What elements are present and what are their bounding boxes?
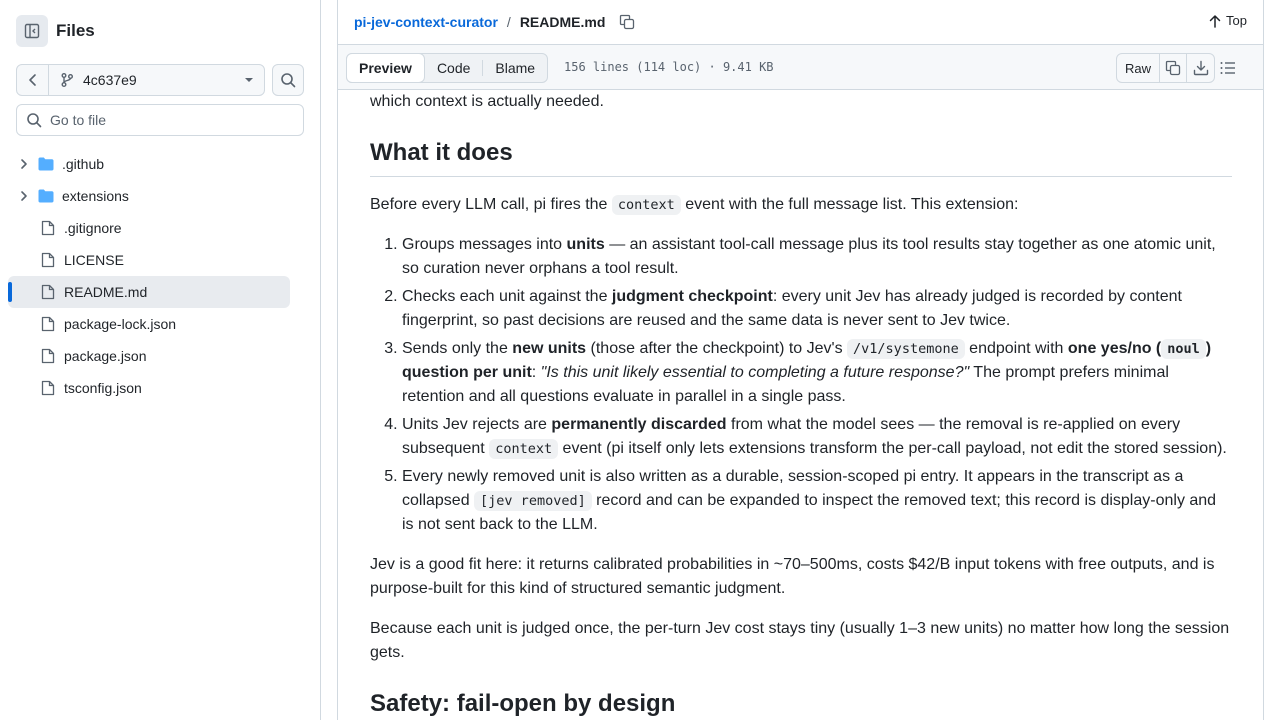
bold-text: one yes/no ( [1067, 340, 1162, 357]
sidebar-title: Files [56, 21, 95, 40]
chevron-right-icon[interactable] [16, 158, 32, 170]
text: event (pi itself only lets extensions transform the per-call payload, not edit the stored session). [558, 440, 1227, 457]
sidebar-header [16, 15, 95, 47]
inline-code: [jev removed] [474, 491, 592, 511]
sidebar-collapse-icon [24, 23, 40, 39]
bold-text: ) question per unit [402, 340, 1212, 381]
go-to-file-input[interactable] [50, 112, 290, 128]
branch-select[interactable] [49, 65, 264, 95]
text: Checks each unit against the [402, 288, 612, 305]
tree-item-package-json[interactable] [8, 340, 290, 372]
arrow-up-icon [1209, 14, 1221, 28]
copy-path-button[interactable] [619, 14, 635, 30]
text: : [531, 364, 541, 381]
heading-what-it-does-block [370, 138, 1232, 177]
search-icon [26, 112, 42, 128]
text: Before every LLM call, pi fires the [370, 196, 612, 213]
tree-item-label: package-lock.json [64, 316, 177, 332]
text: record and can be expanded to inspect the removed text; this record is display-only and is not sent back to the LLM. [402, 492, 1217, 533]
text: event with the full message list. This extension: [680, 196, 1019, 213]
copy-raw-button[interactable] [1160, 54, 1187, 82]
tree-item-package-lock[interactable] [8, 308, 290, 340]
tree-item-extensions[interactable] [8, 180, 290, 212]
file-icon [40, 380, 56, 396]
back-to-top-link[interactable] [1209, 13, 1247, 28]
text: Sends only the [402, 340, 513, 357]
cost-paragraph: Because each unit is judged once, the per-turn Jev cost stays tiny (usually 1–3 new units) no matter how long the session gets. [370, 620, 1230, 661]
tree-item-label: README.md [64, 284, 148, 300]
tree-item-github[interactable] [8, 148, 290, 180]
file-icon [40, 348, 56, 364]
list-unordered-icon [1220, 61, 1236, 75]
breadcrumb [354, 0, 635, 44]
file-icon [40, 252, 56, 268]
tree-item-tsconfig[interactable] [8, 372, 290, 404]
breadcrumb-file: README.md [519, 14, 606, 30]
file-toolbar [338, 44, 1263, 90]
inline-code: noul [1161, 339, 1206, 359]
tree-item-readme[interactable] [8, 276, 290, 308]
text: Groups messages into [402, 236, 567, 253]
branch-group [16, 64, 265, 96]
context-event-paragraph [370, 193, 1232, 217]
inline-code: /v1/systemone [847, 339, 965, 359]
text: : every unit Jev has already judged is recorded by content fingerprint, so past decisions are reused and the same data is never sent to Jev twice. [402, 288, 1182, 329]
chevron-left-icon [25, 72, 41, 88]
go-to-file-field[interactable] [16, 104, 304, 136]
list-item [402, 337, 1232, 409]
file-meta: 156 lines (114 loc) · 9.41 KB [564, 60, 774, 74]
copy-icon [619, 14, 635, 30]
list-item [402, 465, 1232, 537]
text: — an assistant tool-call message plus its tool results stay together as one atomic unit, so curation never orphans a tool result. [402, 236, 1216, 277]
collapse-sidebar-button[interactable] [16, 15, 48, 47]
folder-icon [38, 157, 54, 171]
bold-text: judgment checkpoint [611, 288, 773, 305]
italic-text: "Is this unit likely essential to completing a future response?" [540, 364, 970, 381]
file-view [337, 0, 1264, 720]
file-actions [1116, 53, 1215, 83]
text: from what the model sees — the removal is re-applied on every subsequent [402, 416, 1181, 457]
download-button[interactable] [1187, 54, 1214, 82]
text: Units Jev rejects are [402, 416, 552, 433]
list-item [402, 233, 1232, 281]
tab-preview[interactable]: Preview [346, 53, 425, 83]
folder-icon [38, 189, 54, 203]
bold-text: units [566, 236, 605, 253]
download-icon [1193, 60, 1209, 76]
tab-blame[interactable]: Blame [495, 60, 536, 76]
tree-item-license[interactable] [8, 244, 290, 276]
top-label: Top [1226, 13, 1247, 28]
file-icon [40, 316, 56, 332]
tree-item-label: .gitignore [64, 220, 122, 236]
selection-indicator [8, 282, 12, 302]
tree-item-gitignore[interactable] [8, 212, 290, 244]
file-tree-sidebar [0, 0, 321, 720]
chevron-right-icon[interactable] [16, 190, 32, 202]
branch-row [16, 64, 304, 96]
tree-item-label: .github [62, 156, 105, 172]
jev-fit-paragraph: Jev is a good fit here: it returns calibrated probabilities in ~70–500ms, costs $42/B input tokens with free outputs, and is purpose-built for this kind of structured semantic judgment. [370, 556, 1215, 597]
heading-what-it-does: What it does [370, 139, 513, 166]
breadcrumb-separator: / [506, 14, 511, 30]
heading-safety: Safety: fail-open by design [370, 690, 676, 717]
file-icon [40, 220, 56, 236]
file-icon [40, 284, 56, 300]
view-mode-toggle [346, 53, 548, 83]
bold-text: permanently discarded [551, 416, 727, 433]
bold-text: new units [512, 340, 587, 357]
tree-item-label: LICENSE [64, 252, 124, 268]
caret-down-icon [244, 75, 254, 85]
git-branch-icon [59, 72, 75, 88]
breadcrumb-repo-link[interactable]: pi-jev-context-curator [354, 14, 498, 30]
inline-code: context [489, 439, 558, 459]
heading-safety-block [370, 689, 1232, 720]
file-tree [8, 148, 290, 404]
steps-list [370, 233, 1232, 537]
text: Every newly removed unit is also written as a durable, session-scoped pi entry. It appears in the transcript as a collapsed [402, 468, 1184, 509]
branch-name: 4c637e9 [83, 72, 137, 88]
search-files-button[interactable] [272, 64, 304, 96]
tree-item-label: package.json [64, 348, 147, 364]
text: (those after the checkpoint) to Jev's [586, 340, 848, 357]
outline-button[interactable] [1219, 59, 1237, 77]
list-item [402, 285, 1232, 333]
list-item [402, 413, 1232, 461]
readme-content [370, 90, 1232, 720]
intro-paragraph-tail: which context is actually needed. [370, 93, 604, 110]
copy-icon [1165, 60, 1181, 76]
text: The prompt prefers minimal retention and all questions evaluate in parallel in a single pass. [402, 364, 1169, 405]
tab-code[interactable]: Code [436, 60, 471, 76]
raw-button[interactable]: Raw [1117, 54, 1160, 82]
back-button[interactable] [17, 65, 49, 95]
tree-item-label: tsconfig.json [64, 380, 142, 396]
search-icon [280, 72, 296, 88]
tree-item-label: extensions [62, 188, 129, 204]
inline-code: context [612, 195, 681, 215]
text: endpoint with [964, 340, 1068, 357]
